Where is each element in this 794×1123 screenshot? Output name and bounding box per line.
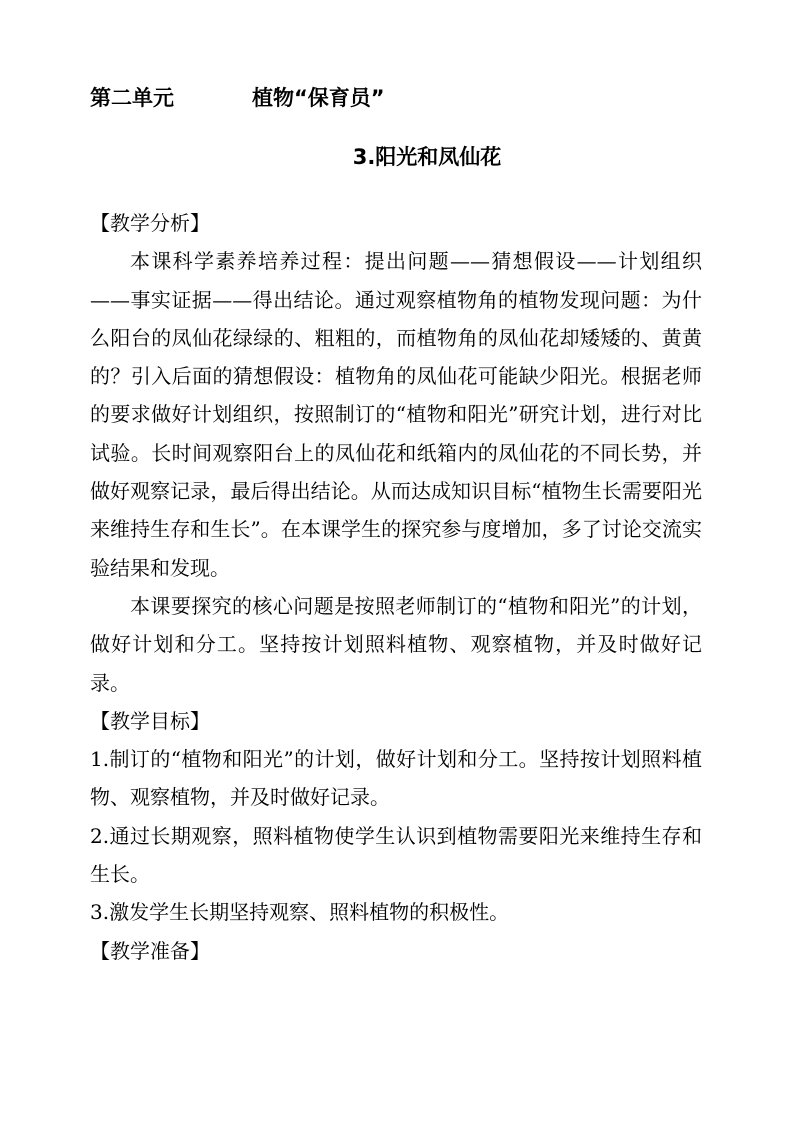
objective-item-3: 3.激发学生长期坚持观察、照料植物的积极性。 bbox=[90, 900, 510, 925]
objective-item-1: 1.制订的“植物和阳光”的计划，做好计划和分工。坚持按计划照料植物、观察植物，并及时做好记录。 bbox=[90, 747, 702, 810]
analysis-paragraph-1: 本课科学素养培养过程：提出问题——猜想假设——计划组织——事实证据——得出结论。通过观察植物角的植物发现问题：为什么阳台的凤仙花绿绿的、粗粗的，而植物角的凤仙花却矮矮的、黄黄的？引入后面的猜想假设：植物角的凤仙花可能缺少阳光。根据老师的要求做好计划组织，按照制订的“植物和阳光”研究计划，进行对比试验。长时间观察阳台上的凤仙花和纸箱内的凤仙花的不同长势，并做好观察记录，最后得出结论。从而达成知识目标“植物生长需要阳光来维持生存和生长”。在本课学生的探究参与度增加，多了讨论交流实验结果和发现。 bbox=[90, 249, 702, 580]
unit-title: 植物“保育员” bbox=[252, 86, 385, 110]
objective-item-2: 2.通过长期观察，照料植物使学生认识到植物需要阳光来维持生存和生长。 bbox=[90, 823, 702, 887]
lesson-title: 3.阳光和凤仙花 bbox=[352, 145, 502, 169]
section-heading-analysis: 【教学分析】 bbox=[90, 211, 210, 235]
analysis-paragraph-2: 本课要探究的核心问题是按照老师制订的“植物和阳光”的计划，做好计划和分工。坚持按计划照料植物、观察植物，并及时做好记录。 bbox=[90, 593, 702, 695]
section-heading-objectives: 【教学目标】 bbox=[90, 708, 210, 733]
unit-header bbox=[90, 84, 385, 112]
document-body bbox=[90, 204, 702, 970]
unit-label: 第二单元 bbox=[90, 86, 174, 110]
section-heading-preparation: 【教学准备】 bbox=[90, 938, 210, 963]
